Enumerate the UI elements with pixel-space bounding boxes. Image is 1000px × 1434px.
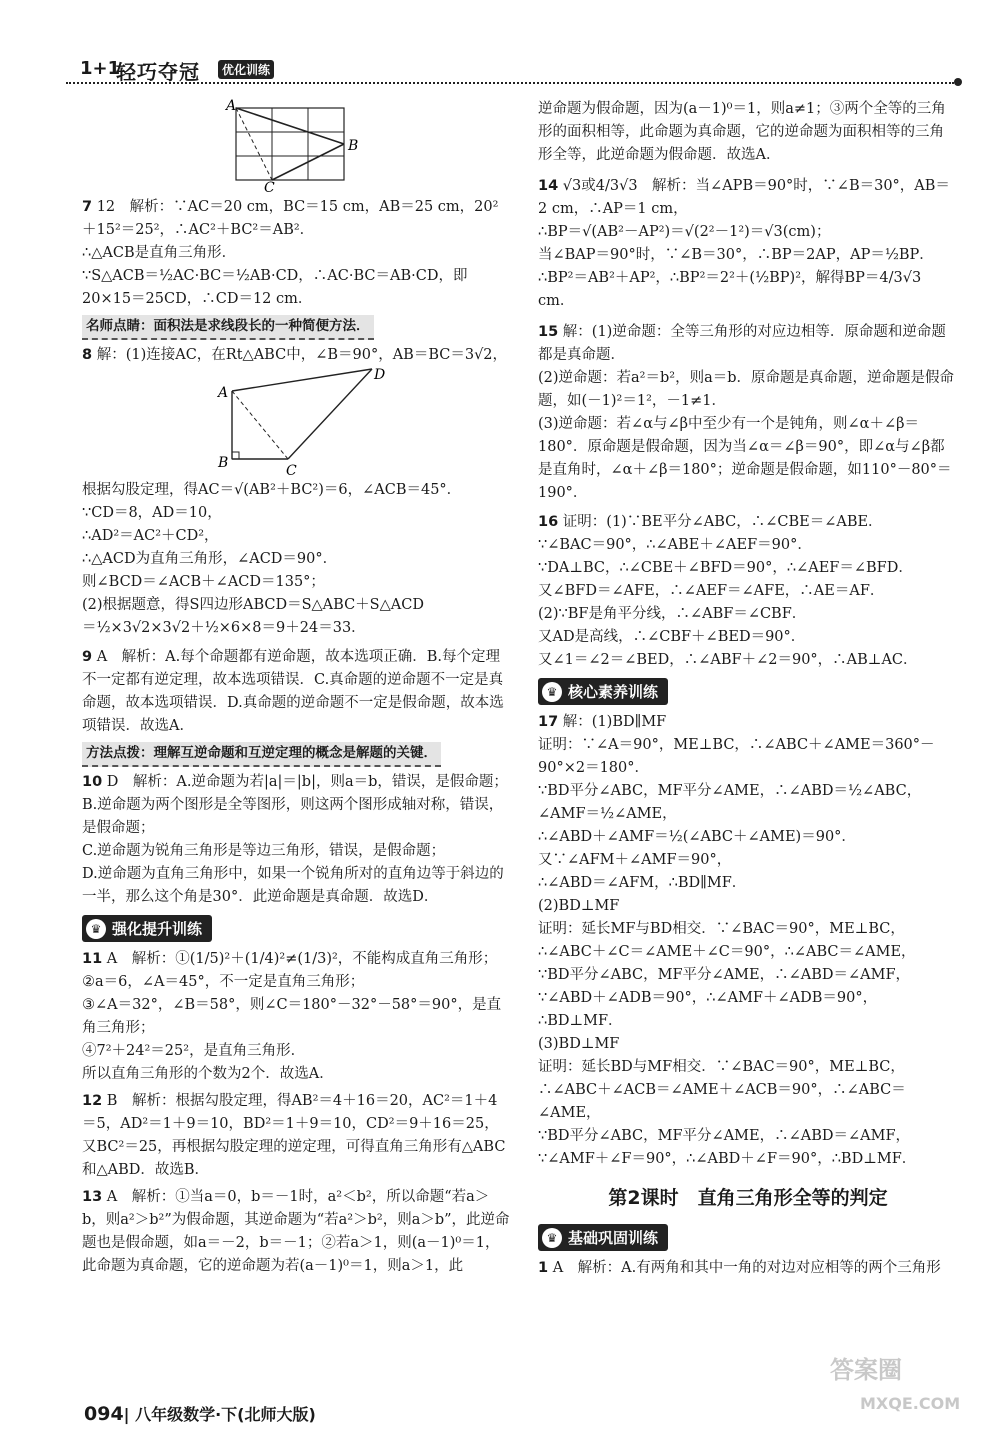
logo-icon: 1+1 [80, 58, 121, 79]
logo-subtitle: 优化训练 [218, 60, 274, 79]
problem-1: 1 A 解析：A.有两角和其中一角的对边对应相等的两个三角形 [538, 1260, 941, 1276]
fig2-label-a: A [218, 385, 229, 401]
section-header: ♛ 强化提升训练 [82, 915, 212, 942]
problem-11: 11 A 解析：①(1/5)²＋(1/4)²≠(1/3)²，不能构成直角三角形； ②a＝6，∠A＝45°，不一定是直角三角形； ③∠A＝32°，∠B＝58°，则∠C＝180°－32°－58°＝90°，是直角三角形； ④7²＋24²＝25²，是直角三角形． 所以直角三角形的个数为2个．故选A． [82, 951, 502, 1082]
fig2-label-c: C [286, 463, 297, 479]
section-header: ♛ 核心素养训练 [538, 678, 668, 705]
left-column: 7 12 解析：∵AC＝20 cm，BC＝15 cm，AB＝25 cm，20²＋15²＝25²，∴AC²＋BC²＝AB²． ∴△ACB是直角三角形． ∵S△ACB＝½AC·BC＝½AB·CD，∴AC·BC＝AB·CD，即20×15＝25CD，∴CD＝12 cm． 名师点睛：面积法是求线段长的一种简便方法． 8 解：(1)连接AC，在Rt△ABC中，∠B＝90°，AB＝BC＝3√2， A B C D 根据勾股定理，得AC＝√(AB²＋BC²)＝6，∠ACB＝45°． ∵CD＝8，AD＝10， ∴AD²＝AC²＋CD²， ∴△ACD为直角三角形，∠ACD＝90°． 则∠BCD＝∠ACB＋∠ACD＝135°； (2)根据题意，得S四边形ABCD＝S△ABC＋S△ACD ＝½×3√2×3√2＋½×6×8＝9＋24＝33． 9 A 解析：A.每个命题都有逆命题，故本选项正确．B.每个定理不一定都有逆定理，故本选项错误．C.真命题的逆命题不一定是真命题，故本选项错误．D.真命题的逆命题不一定是假命题，故本选项错误．故选A． 方法点拨：理解互逆命题和互逆定理的概念是解题的关键． 10 D 解析：A.逆命题为若|a|＝|b|，则a＝b，错误，是假命题； B.逆命题为两个图形是全等图形，则这两个图形成轴对称，错误，是假命题； C.逆命题为锐角三角形是等边三角形，错误，是假命题； D.逆命题为直角三角形中，如果一个锐角所对的直角边等于斜边的一半，那么这个角是30°．此逆命题是真命题．故选D． ♛ 强化提升训练 11 A 解析：①(1/5)²＋(1/4)²≠(1/3)²，不能构成直角三角形； ②a＝6，∠A＝45°，不一定是直角三角形； ③∠A＝32°，∠B＝58°，则∠C＝180°－32°－58°＝90°，是直角三角形； ④7²＋24²＝25²，是直角三角形． 所以直角三角形的个数为2个．故选A． 12 B 解析：根据勾股定理，得AB²＝4＋16＝20，AC²＝1＋4＝5，AD²＝1＋9＝10，BD²＝1＋9＝10，CD²＝9＋16＝25，又BC²＝25，再根据勾股定理的逆定理，可得直角三角形有△ABC和△ABD．故选B． 13 A 解析：①当a＝0，b＝－1时，a²＜b²，所以命题“若a＞b，则a²＞b²”为假命题，其逆命题为“若a²＞b²，则a＞b”，此逆命题也是假命题，如a＝－2，b＝－1；②若a＞1，则(a－1)⁰＝1，此命题为真命题，它的逆命题为若(a－1)⁰＝1，则a＞1，此 [82, 196, 510, 1278]
figure-grid [222, 96, 362, 192]
page-footer: 094| 八年级数学·下(北师大版) [84, 1403, 316, 1425]
crown-icon: ♛ [542, 1228, 562, 1248]
crown-icon: ♛ [86, 919, 106, 939]
problem-9: 9 A 解析：A.每个命题都有逆命题，故本选项正确．B.每个定理不一定都有逆定理，故本选项错误．C.真命题的逆命题不一定是真命题，故本选项错误．D.真命题的逆命题不一定是假命题，故本选项错误．故选A． [82, 649, 504, 734]
fig1-label-c: C [264, 180, 275, 192]
right-column [538, 98, 958, 1280]
figure-quadrilateral [82, 367, 510, 479]
logo-text: 轻巧夺冠 [116, 60, 200, 84]
problem-13-cont: 逆命题为假命题，因为(a－1)⁰＝1，则a≠1；③两个全等的三角形的面积相等，此命题为真命题，它的逆命题为面积相等的三角形全等，此逆命题为假命题．故选A． [538, 101, 946, 163]
problem-14: 14 √3或4/3√3 解析：当∠APB＝90°时，∵∠B＝30°，AB＝2 cm，∴AP＝1 cm， ∴BP＝√(AB²－AP²)＝√(2²－1²)＝√3(cm)； 当∠BAP＝90°时，∵∠B＝30°，∴BP＝2AP，AP＝½BP． ∴BP²＝AB²＋AP²，∴BP²＝2²＋(½BP)²，解得BP＝4/3√3 cm． [538, 178, 950, 309]
fig2-label-d: D [374, 367, 386, 383]
problem-10: 10 D 解析：A.逆命题为若|a|＝|b|，则a＝b，错误，是假命题； B.逆命题为两个图形是全等图形，则这两个图形成轴对称，错误，是假命题； C.逆命题为锐角三角形是等边三角形，错误，是假命题； D.逆命题为直角三角形中，如果一个锐角所对的直角边等于斜边的一半，那么这个角是30°．此逆命题是真命题．故选D． [82, 774, 508, 905]
problem-13: 13 A 解析：①当a＝0，b＝－1时，a²＜b²，所以命题“若a＞b，则a²＞b²”为假命题，其逆命题为“若a²＞b²，则a＞b”，此逆命题也是假命题，如a＝－2，b＝－1；②若a＞1，则(a－1)⁰＝1，此命题为真命题，它的逆命题为若(a－1)⁰＝1，则a＞1，此 [82, 1189, 510, 1274]
fig1-label-a: A [226, 98, 237, 114]
header-dot [954, 78, 962, 86]
problem-17: 17 解：(1)BD∥MF 证明：∵∠A＝90°，ME⊥BC，∴∠ABC＋∠AME＝360°－90°×2＝180°． ∵BD平分∠ABC，MF平分∠AME，∴∠ABD＝½∠ABC， ∠AMF＝½∠AME， ∴∠ABD＋∠AMF＝½(∠ABC＋∠AME)＝90°． 又∵∠AFM＋∠AMF＝90°， ∴∠ABD＝∠AFM，∴BD∥MF． (2)BD⊥MF 证明：延长MF与BD相交．∵∠BAC＝90°，ME⊥BC， ∴∠ABC＋∠C＝∠AME＋∠C＝90°，∴∠ABC＝∠AME， ∵BD平分∠ABC，MF平分∠AME，∴∠ABD＝∠AMF， ∵∠ABD＋∠ADB＝90°，∴∠AMF＋∠ADB＝90°，∴BD⊥MF． (3)BD⊥MF 证明：延长BD与MF相交．∵∠BAC＝90°，ME⊥BC，∴∠ABC＋∠ACB＝∠AME＋∠ACB＝90°，∴∠ABC＝∠AME， ∵BD平分∠ABC，MF平分∠AME，∴∠ABD＝∠AMF， ∵∠AMF＋∠F＝90°，∴∠ABD＋∠F＝90°，∴BD⊥MF． [538, 714, 935, 1167]
crown-icon: ♛ [542, 682, 562, 702]
page-number: 094 [84, 1403, 124, 1425]
fig2-label-b: B [218, 455, 229, 471]
problem-8: 8 解：(1)连接AC，在Rt△ABC中，∠B＝90°，AB＝BC＝3√2， [82, 347, 508, 363]
lesson-title: 第2课时 直角三角形全等的判定 [608, 1187, 888, 1209]
tip-box: 方法点拨：理解互逆命题和互逆定理的概念是解题的关键． [82, 742, 441, 767]
watermark: 答案圈 [830, 1356, 902, 1384]
tip-box: 名师点睛：面积法是求线段长的一种简便方法． [82, 315, 374, 340]
section-header: ♛ 基础巩固训练 [538, 1224, 668, 1251]
problem-7: 7 12 解析：∵AC＝20 cm，BC＝15 cm，AB＝25 cm，20²＋15²＝25²，∴AC²＋BC²＝AB²． ∴△ACB是直角三角形． ∵S△ACB＝½AC·BC＝½AB·CD，∴AC·BC＝AB·CD，即20×15＝25CD，∴CD＝12 cm． [82, 199, 499, 307]
problem-15: 15 解：(1)逆命题：全等三角形的对应边相等．原命题和逆命题都是真命题． (2)逆命题：若a²＝b²，则a＝b．原命题是真命题，逆命题是假命题，如(－1)²＝1²，－1≠1． (3)逆命题：若∠α与∠β中至少有一个是钝角，则∠α＋∠β＝180°．原命题是假命题，因为当∠α＝∠β＝90°，即∠α与∠β都是直角时，∠α＋∠β＝180°；逆命题是假命题，如110°－80°＝190°． [538, 324, 955, 501]
page-header [66, 52, 966, 84]
fig1-label-b: B [348, 138, 359, 154]
watermark-url: MXQE.COM [860, 1394, 961, 1413]
problem-16: 16 证明：(1)∵BE平分∠ABC，∴∠CBE＝∠ABE． ∵∠BAC＝90°，∴∠ABE＋∠AEF＝90°． ∵DA⊥BC，∴∠CBE＋∠BFD＝90°，∴∠AEF＝∠BFD． 又∠BFD＝∠AFE，∴∠AEF＝∠AFE，∴AE＝AF． (2)∵BF是角平分线，∴∠ABF＝∠CBF． 又AD是高线，∴∠CBF＋∠BED＝90°． 又∠1＝∠2＝∠BED，∴∠ABF＋∠2＝90°，∴AB⊥AC． [538, 514, 918, 668]
problem-12: 12 B 解析：根据勾股定理，得AB²＝4＋16＝20，AC²＝1＋4＝5，AD²＝1＋9＝10，BD²＝1＋9＝10，CD²＝9＋16＝25，又BC²＝25，再根据勾股定理的逆定理，可得直角三角形有△ABC和△ABD．故选B． [82, 1093, 506, 1178]
header-divider [66, 82, 954, 84]
book-title: 八年级数学·下(北师大版) [135, 1405, 316, 1424]
